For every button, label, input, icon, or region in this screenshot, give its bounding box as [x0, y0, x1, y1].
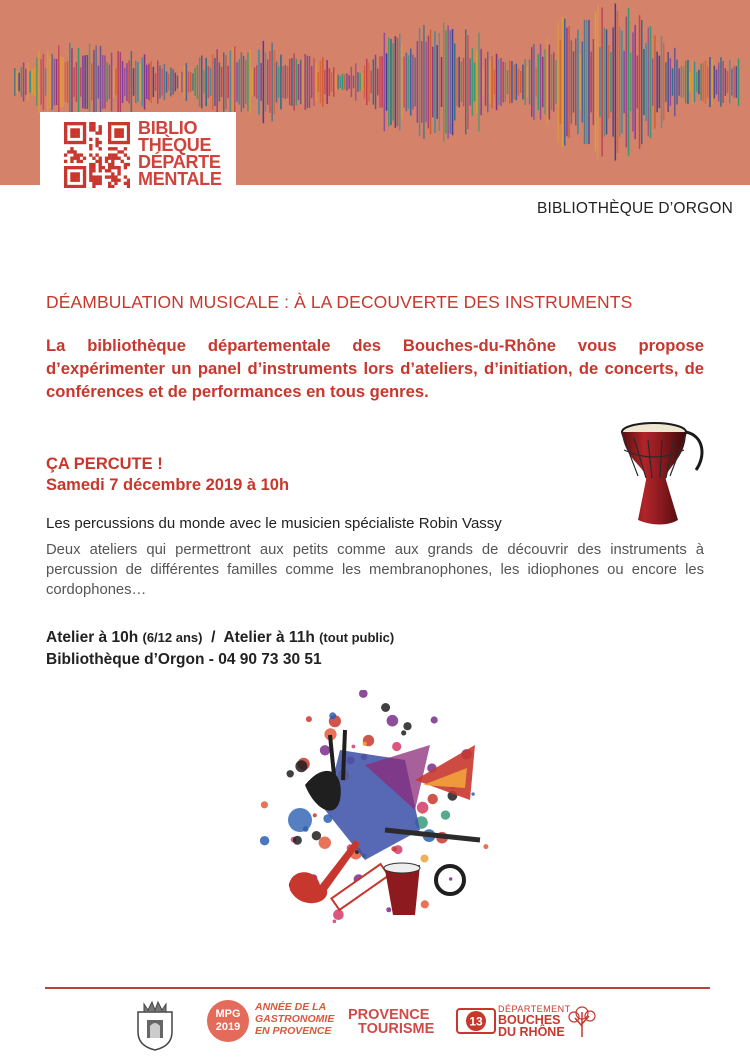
atelier-1-note: (6/12 ans)	[142, 630, 203, 645]
djembe-drum-icon	[612, 420, 708, 528]
logo-line: DÉPARTE	[138, 152, 221, 172]
session-date: Samedi 7 décembre 2019 à 10h	[46, 476, 290, 494]
svg-text:13: 13	[469, 1014, 483, 1029]
mpg-text-line: EN PROVENCE	[255, 1025, 332, 1037]
logo-line: THÈQUE	[138, 135, 212, 155]
logo-line: MENTALE	[138, 169, 222, 189]
mpg-text-line: ANNÉE DE LA	[255, 1001, 327, 1013]
qr-code-icon	[64, 122, 130, 188]
event-intro: La bibliothèque départementale des Bouches-du-Rhône vous propose d’expérimenter un panel d’instruments lors d’ateliers, d’initiation, de concerts, de conférences et de performances en tous genres.	[46, 336, 704, 401]
orgon-coat-of-arms-icon	[132, 1000, 178, 1052]
music-instruments-illustration	[245, 690, 505, 940]
department-logo-text	[498, 1004, 571, 1038]
contact-info: Bibliothèque d’Orgon - 04 90 73 30 51	[46, 651, 322, 668]
mpg-badge-line: 2019	[215, 1021, 241, 1033]
logo-line: BIBLIO	[138, 118, 198, 138]
department-name: DU RHÔNE	[498, 1025, 565, 1039]
mpg-badge-line: MPG	[215, 1008, 241, 1020]
department-name: BOUCHES	[498, 1013, 561, 1027]
library-name: BIBLIOTHÈQUE D’ORGON	[536, 200, 733, 217]
atelier-2-note: (tout public)	[319, 630, 395, 645]
gastronomy-year-logo	[255, 1001, 334, 1037]
event-title: DÉAMBULATION MUSICALE : À LA DECOUVERTE DES INSTRUMENTS	[46, 292, 633, 312]
provence-line: PROVENCE	[348, 1007, 430, 1023]
atelier-1: Atelier à 10h	[46, 629, 139, 646]
mpg-2019-badge	[207, 1000, 249, 1042]
session-subtitle: Les percussions du monde avec le musicien spécialiste Robin Vassy	[46, 515, 502, 532]
tourisme-line: TOURISME	[358, 1021, 435, 1037]
session-schedule	[46, 627, 394, 671]
footer-divider	[45, 987, 710, 989]
olive-tree-icon	[566, 1004, 598, 1038]
mpg-text-line: GASTRONOMIE	[255, 1013, 335, 1025]
session-description: Deux ateliers qui permettront aux petits comme aux grands de découvrir des instruments à percussion de différentes familles comme les membranophones, les idiophones ou encore les cordophones…	[46, 542, 704, 598]
provence-tourisme-logo	[348, 1008, 434, 1036]
schedule-line	[46, 627, 394, 649]
department-13-logo-icon	[456, 1006, 496, 1036]
schedule-separator: /	[206, 629, 220, 646]
atelier-2: Atelier à 11h	[223, 629, 315, 646]
session-title: ÇA PERCUTE !	[46, 455, 163, 473]
library-logo-text	[138, 120, 222, 188]
department-label: DÉPARTEMENT	[498, 1004, 571, 1014]
